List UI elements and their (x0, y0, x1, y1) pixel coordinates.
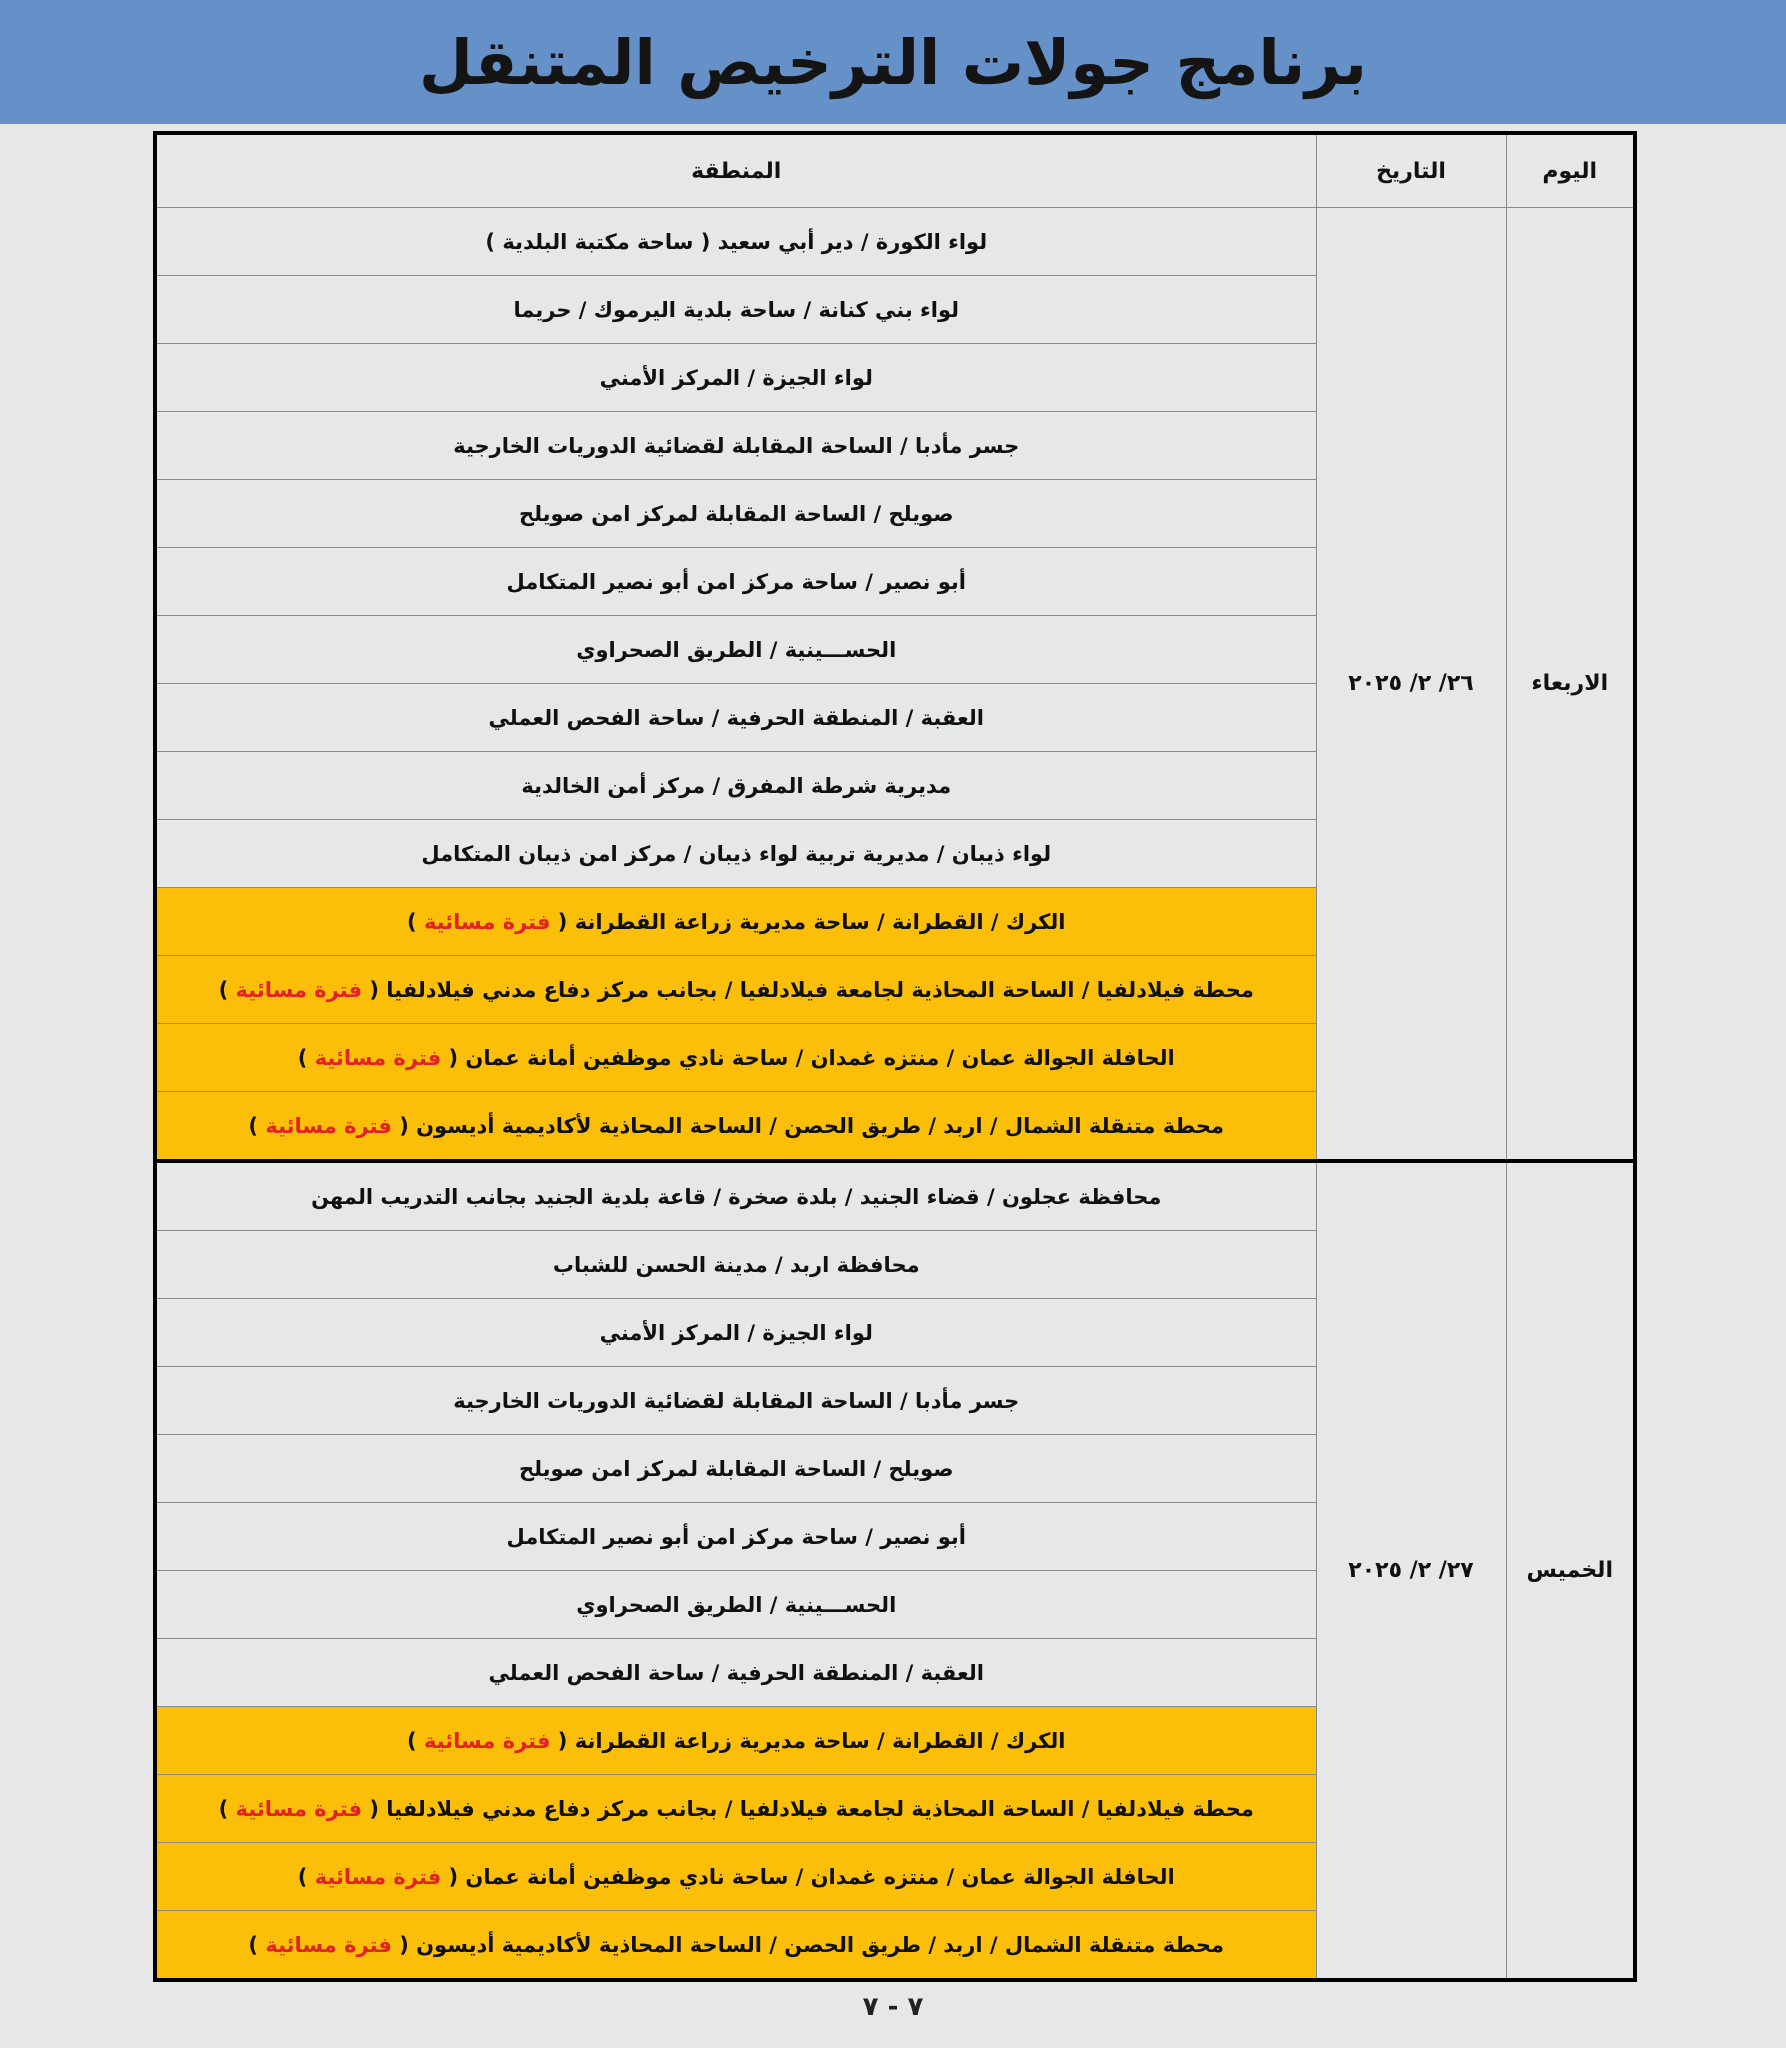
closing-paren: ) (218, 977, 236, 1002)
region-cell (155, 1299, 1316, 1367)
region-cell (155, 1503, 1316, 1571)
region-text: محطة فيلادلفيا / الساحة المحاذية لجامعة فيلادلفيا / بجانب مركز دفاع مدني فيلادلفيا ( (369, 1796, 1254, 1821)
schedule-table-wrapper (153, 131, 1637, 1979)
region-text: الكرك / القطرانة / ساحة مديرية زراعة القطرانة ( (557, 909, 1066, 934)
header-row (155, 133, 1635, 208)
region-text: العقبة / المنطقة الحرفية / ساحة الفحص العملي (488, 705, 984, 730)
region-text: العقبة / المنطقة الحرفية / ساحة الفحص العملي (488, 1660, 984, 1685)
region-text: لواء الجيزة / المركز الأمني (599, 365, 873, 390)
region-text: محطة متنقلة الشمال / اربد / طريق الحصن / الساحة المحاذية لأكاديمية أديسون ( (399, 1932, 1225, 1957)
region-cell (155, 888, 1316, 956)
day-cell: الخميس (1506, 1161, 1635, 1980)
region-cell (155, 752, 1316, 820)
closing-paren: ) (297, 1864, 315, 1889)
closing-paren: ) (297, 1045, 315, 1070)
header-region: المنطقة (155, 133, 1316, 208)
region-text: الحســـينية / الطريق الصحراوي (576, 637, 897, 662)
closing-paren: ) (218, 1796, 236, 1821)
region-cell (155, 548, 1316, 616)
region-cell (155, 208, 1316, 276)
table-row (155, 1161, 1635, 1231)
region-text: الحافلة الجوالة عمان / منتزه غمدان / ساحة نادي موظفين أمانة عمان ( (448, 1864, 1175, 1889)
region-text: أبو نصير / ساحة مركز امن أبو نصير المتكامل (506, 569, 966, 594)
evening-period-tag: فترة مسائية (265, 1932, 392, 1957)
region-text: الكرك / القطرانة / ساحة مديرية زراعة القطرانة ( (557, 1728, 1066, 1753)
region-text: لواء ذيبان / مديرية تربية لواء ذيبان / مركز امن ذيبان المتكامل (421, 841, 1052, 866)
title-banner (0, 0, 1786, 124)
closing-paren: ) (407, 1728, 424, 1753)
region-text: لواء الكورة / دير أبي سعيد ( ساحة مكتبة البلدية ) (485, 229, 988, 254)
date-cell: ٢٦/ ٢/ ٢٠٢٥ (1316, 208, 1506, 1162)
region-cell (155, 956, 1316, 1024)
schedule-table (153, 131, 1637, 1982)
region-cell (155, 1367, 1316, 1435)
region-cell (155, 480, 1316, 548)
evening-period-tag: فترة مسائية (314, 1864, 442, 1889)
region-text: محطة متنقلة الشمال / اربد / طريق الحصن / الساحة المحاذية لأكاديمية أديسون ( (399, 1113, 1225, 1138)
region-text: محطة فيلادلفيا / الساحة المحاذية لجامعة فيلادلفيا / بجانب مركز دفاع مدني فيلادلفيا ( (369, 977, 1254, 1002)
region-cell (155, 820, 1316, 888)
page-number: ٧ - ٧ (862, 1992, 924, 2022)
region-cell (155, 1775, 1316, 1843)
region-cell (155, 412, 1316, 480)
region-cell (155, 1092, 1316, 1162)
schedule-body (155, 208, 1635, 1981)
region-text: لواء الجيزة / المركز الأمني (599, 1320, 873, 1345)
region-cell (155, 344, 1316, 412)
region-cell (155, 1707, 1316, 1775)
region-text: محافظة عجلون / قضاء الجنيد / بلدة صخرة / قاعة بلدية الجنيد بجانب التدريب المهن (311, 1184, 1162, 1209)
region-cell (155, 1024, 1316, 1092)
region-text: محافظة اربد / مدينة الحسن للشباب (552, 1252, 920, 1277)
region-text: صويلح / الساحة المقابلة لمركز امن صويلح (518, 501, 954, 526)
region-text: مديرية شرطة المفرق / مركز أمن الخالدية (521, 773, 952, 798)
region-cell (155, 1435, 1316, 1503)
closing-paren: ) (248, 1932, 266, 1957)
evening-period-tag: فترة مسائية (423, 909, 551, 934)
region-text: جسر مأدبا / الساحة المقابلة لقضائية الدوريات الخارجية (453, 1388, 1020, 1413)
evening-period-tag: فترة مسائية (423, 1728, 551, 1753)
header-day: اليوم (1506, 133, 1635, 208)
date-cell: ٢٧/ ٢/ ٢٠٢٥ (1316, 1161, 1506, 1980)
region-cell (155, 1843, 1316, 1911)
evening-period-tag: فترة مسائية (314, 1045, 442, 1070)
evening-period-tag: فترة مسائية (235, 1796, 363, 1821)
region-cell (155, 276, 1316, 344)
page-title: برنامج جولات الترخيص المتنقل (419, 25, 1367, 99)
region-text: الحافلة الجوالة عمان / منتزه غمدان / ساحة نادي موظفين أمانة عمان ( (448, 1045, 1175, 1070)
region-cell (155, 1639, 1316, 1707)
region-text: أبو نصير / ساحة مركز امن أبو نصير المتكامل (506, 1524, 966, 1549)
day-cell: الاربعاء (1506, 208, 1635, 1162)
region-text: الحســـينية / الطريق الصحراوي (576, 1592, 897, 1617)
region-cell (155, 1911, 1316, 1981)
evening-period-tag: فترة مسائية (235, 977, 363, 1002)
region-text: جسر مأدبا / الساحة المقابلة لقضائية الدوريات الخارجية (453, 433, 1020, 458)
region-cell (155, 1231, 1316, 1299)
region-cell (155, 684, 1316, 752)
region-text: لواء بني كنانة / ساحة بلدية اليرموك / حريما (513, 297, 960, 322)
header-date: التاريخ (1316, 133, 1506, 208)
region-cell (155, 1571, 1316, 1639)
region-cell (155, 1161, 1316, 1231)
table-row (155, 208, 1635, 276)
region-cell (155, 616, 1316, 684)
region-text: صويلح / الساحة المقابلة لمركز امن صويلح (518, 1456, 954, 1481)
closing-paren: ) (407, 909, 424, 934)
closing-paren: ) (248, 1113, 266, 1138)
evening-period-tag: فترة مسائية (265, 1113, 392, 1138)
